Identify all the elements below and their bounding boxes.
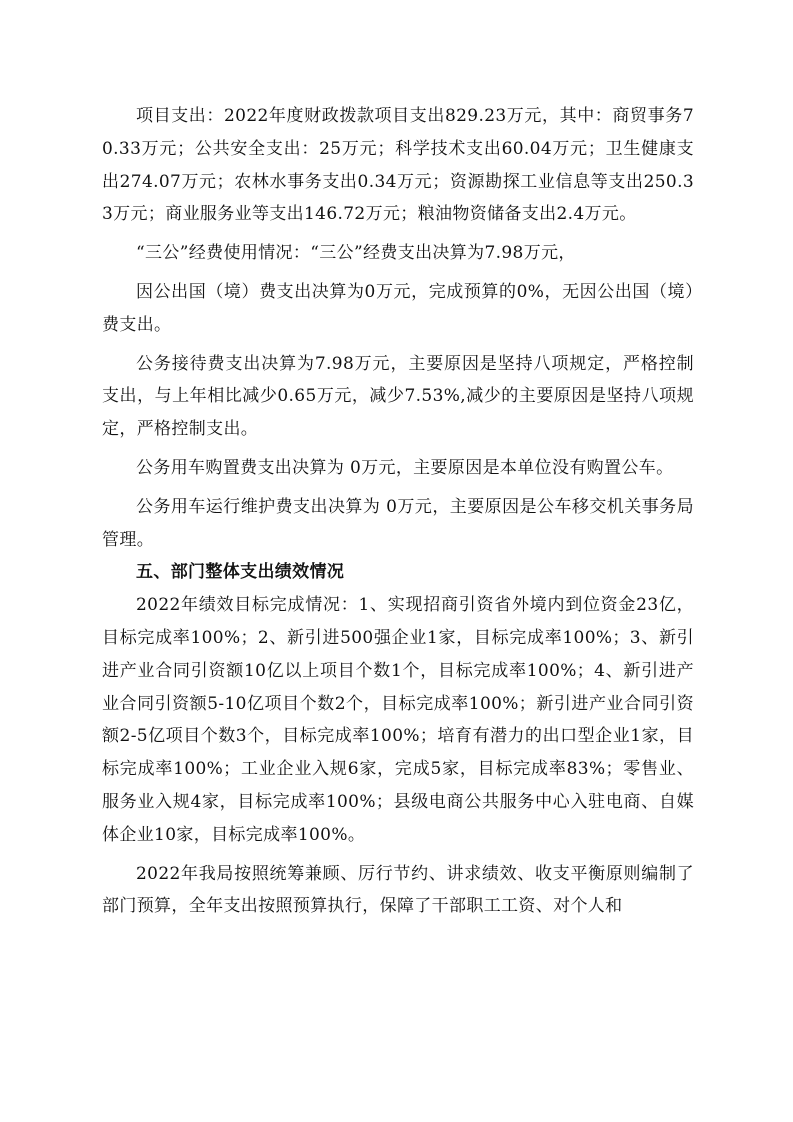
document-body	[102, 100, 694, 923]
paragraph-vehicle-purchase: 公务用车购置费支出决算为 0万元，主要原因是本单位没有购置公车。	[136, 457, 674, 478]
section-heading: 五、部门整体支出绩效情况	[136, 562, 345, 583]
paragraph-budget-execution: 2022年我局按照统筹兼顾、厉行节约、讲求绩效、收支平衡原则编制了部门预算，全年支出按照预算执行，保障了干部职工工资、对个人和	[102, 863, 694, 917]
paragraph-project-expenditure: 项目支出：2022年度财政拨款项目支出829.23万元，其中：商贸事务70.33万元；公共安全支出：25万元；科学技术支出60.04万元；卫生健康支出274.07万元；农林水事务支出0.34万元；资源勘探工业信息等支出250.33万元；商业服务业等支出146.72万元；粮油物资储备支出2.4万元。	[102, 106, 694, 225]
paragraph-vehicle-operation: 公务用车运行维护费支出决算为 0万元，主要原因是公车移交机关事务局管理。	[102, 496, 694, 550]
paragraph-performance-goals: 2022年绩效目标完成情况：1、实现招商引资省外境内到位资金23亿，目标完成率100%；2、新引进500强企业1家，目标完成率100%；3、新引进产业合同引资额10亿以上项目个数1个，目标完成率100%；4、新引进产业合同引资额5-10亿项目个数2个，目标完成率100%；新引进产业合同引资额2-5亿项目个数3个，目标完成率100%；培育有潜力的出口型企业1家，目标完成率100%；工业企业入规6家，完成5家，目标完成率83%；零售业、服务业入规4家，目标完成率100%；县级电商公共服务中心入驻电商、自媒体企业10家，目标完成率100%。	[102, 595, 694, 845]
paragraph-overseas-travel: 因公出国（境）费支出决算为0万元，完成预算的0%，无因公出国（境）费支出。	[102, 281, 694, 335]
paragraph-three-public-usage: “三公”经费使用情况：“三公”经费支出决算为7.98万元，	[136, 243, 576, 264]
paragraph-reception: 公务接待费支出决算为7.98万元，主要原因是坚持八项规定，严格控制支出，与上年相比减少0.65万元，减少7.53%,减少的主要原因是坚持八项规定，严格控制支出。	[102, 353, 694, 440]
